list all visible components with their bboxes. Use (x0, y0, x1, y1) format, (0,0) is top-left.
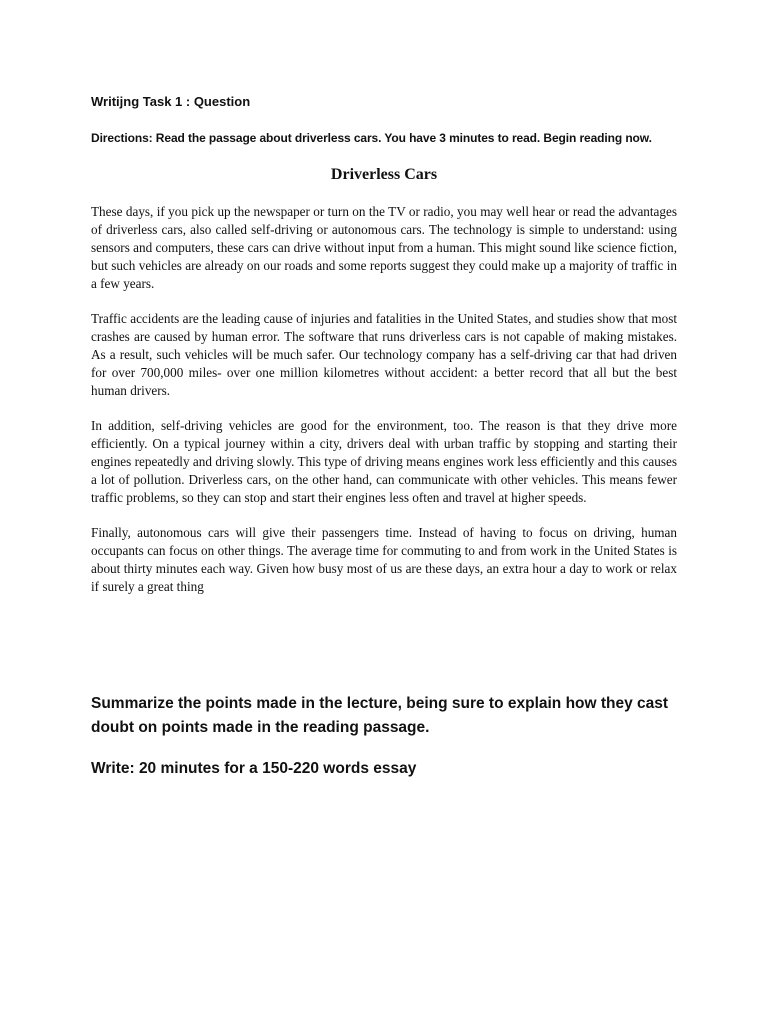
write-instruction: Write: 20 minutes for a 150-220 words essay (91, 760, 417, 777)
passage-title: Driverless Cars (330, 166, 438, 183)
task-title: Writijng Task 1 : Question (91, 94, 251, 109)
passage-paragraph: Traffic accidents are the leading cause of injuries and fatalities in the United States, and studies show that most crashes are caused by human error. The software that runs driverless cars is not capable of making mistakes. As a result, such vehicles will be much safer. Our technology company has a self-driving car that had driven for over 700,000 miles- over one million kilometres without accident: a better record that all but the best human drivers. (91, 311, 677, 398)
directions-text: Directions: Read the passage about driverless cars. You have 3 minutes to read. Begin reading now. (91, 131, 652, 145)
passage-paragraph: In addition, self-driving vehicles are good for the environment, too. The reason is that they drive more efficiently. On a typical journey within a city, drivers deal with urban traffic by stopping and starting their engines repeatedly and driving slowly. This type of driving means engines work less efficiently and this causes a lot of pollution. Driverless cars, on the other hand, can communicate with other vehicles. This means fewer traffic problems, so they can stop and start their engines less often and travel at higher speeds. (91, 418, 677, 505)
reading-passage (91, 203, 677, 613)
passage-paragraph: These days, if you pick up the newspaper or turn on the TV or radio, you may well hear or read the advantages of driverless cars, also called self-driving or autonomous cars. The technology is simple to understand: using sensors and computers, these cars can drive without input from a human. This might sound like science fiction, but such vehicles are already on our roads and some reports suggest they could make up a majority of traffic in a few years. (91, 204, 677, 291)
essay-prompt: Summarize the points made in the lecture, being sure to explain how they cast doubt on points made in the reading passage. (91, 695, 669, 736)
passage-paragraph: Finally, autonomous cars will give their passengers time. Instead of having to focus on driving, human occupants can focus on other things. The average time for commuting to and from work in the United States is about thirty minutes each way. Given how busy most of us are these days, an extra hour a day to work or relax if surely a great thing (91, 525, 677, 594)
